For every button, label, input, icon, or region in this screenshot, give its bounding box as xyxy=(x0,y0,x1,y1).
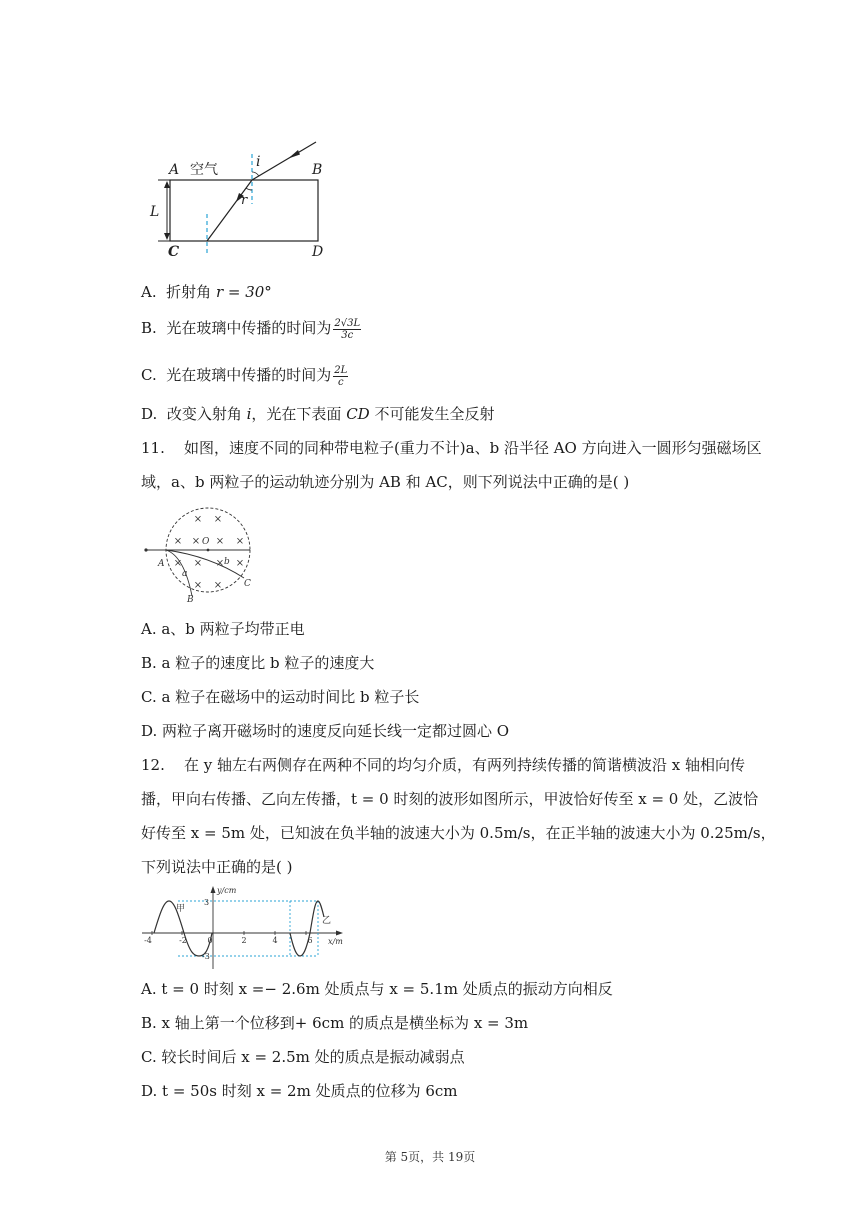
y-axis-label: y/cm xyxy=(217,886,237,895)
label-B: B xyxy=(312,162,323,178)
tick-4: 4 xyxy=(272,936,278,945)
refraction-diagram xyxy=(140,136,350,261)
svg-text:×: × xyxy=(213,514,223,525)
fraction: $\frac{2L}{c}$ xyxy=(334,364,348,388)
svg-text:×: × xyxy=(173,536,183,547)
wave-diagram xyxy=(140,883,346,971)
label-A: A xyxy=(158,559,165,569)
tick-0: 0 xyxy=(207,936,213,945)
label-C: C xyxy=(244,579,251,589)
magnetic-field-diagram xyxy=(140,504,260,604)
svg-text:×: × xyxy=(191,536,201,547)
label-L: L xyxy=(150,204,160,220)
q12-option-d[interactable]: D. t = 50s 时刻 x = 2m 处质点的位移为 6cm xyxy=(141,1082,458,1100)
q11-option-a[interactable]: A. a、b 两粒子均带正电 xyxy=(141,620,305,638)
q11-option-d[interactable]: D. 两粒子离开磁场时的速度反向延长线一定都过圆心 O xyxy=(141,722,510,740)
q11-stem-line2: 域，a、b 两粒子的运动轨迹分别为 AB 和 AC，则下列说法中正确的是( ) xyxy=(141,473,630,491)
svg-text:×: × xyxy=(173,558,183,569)
q12-option-c[interactable]: C. 较长时间后 x = 2.5m 处的质点是振动减弱点 xyxy=(141,1048,465,1066)
q12-option-b[interactable]: B. x 轴上第一个位移到+ 6cm 的质点是横坐标为 x = 3m xyxy=(141,1014,529,1032)
svg-text:×: × xyxy=(193,558,203,569)
x-axis-label: x/m xyxy=(328,937,343,946)
svg-text:×: × xyxy=(213,580,223,591)
label-air: 空气 xyxy=(190,162,218,178)
q12-stem-line4: 下列说法中正确的是( ) xyxy=(141,858,293,876)
label-C: C xyxy=(168,244,180,260)
label-D: D xyxy=(312,244,324,260)
q12-option-a[interactable]: A. t = 0 时刻 x =− 2.6m 处质点与 x = 5.1m 处质点的振动方向相反 xyxy=(141,980,613,998)
label-yi: 乙 xyxy=(322,916,332,926)
q10-option-c[interactable]: C. 光在玻璃中传播的时间为 $\frac{2L}{c}$ xyxy=(141,364,348,388)
svg-text:×: × xyxy=(235,558,245,569)
tick-neg2: -2 xyxy=(179,936,187,945)
svg-text:×: × xyxy=(193,514,203,525)
tick-y3: 3 xyxy=(204,898,210,907)
label-i: i xyxy=(256,154,261,170)
q12-stem-line3: 好传至 x = 5m 处，已知波在负半轴的波速大小为 0.5m/s，在正半轴的波速大小为 0.25m/s， xyxy=(141,824,776,842)
label-A: A xyxy=(169,162,180,178)
tick-6: 6 xyxy=(307,936,313,945)
q11-stem-line1: 11. 如图，速度不同的同种带电粒子(重力不计)a、b 沿半径 AO 方向进入一圆形匀强磁场区 xyxy=(141,439,762,457)
label-b: b xyxy=(224,557,230,567)
svg-text:×: × xyxy=(235,536,245,547)
q10-option-b[interactable]: B. 光在玻璃中传播的时间为 $\frac{2√3L}{3c}$ xyxy=(141,317,361,341)
label-O: O xyxy=(202,537,210,547)
q10-option-d[interactable]: D. 改变入射角 i，光在下表面 CD 不可能发生全反射 xyxy=(141,405,495,423)
q11-option-c[interactable]: C. a 粒子在磁场中的运动时间比 b 粒子长 xyxy=(141,688,420,706)
tick-yneg3: -3 xyxy=(202,952,210,961)
tick-neg4: -4 xyxy=(144,936,152,945)
q12-stem-line1: 12. 在 y 轴左右两侧存在两种不同的均匀介质，有两列持续传播的简谐横波沿 x 轴相向传 xyxy=(141,756,745,774)
q12-stem-line2: 播，甲向右传播、乙向左传播，t = 0 时刻的波形如图所示，甲波恰好传至 x = 0 处，乙波恰 xyxy=(141,790,759,808)
svg-text:×: × xyxy=(215,536,225,547)
label-r: r xyxy=(241,193,248,208)
svg-text:×: × xyxy=(193,580,203,591)
label-jia: 甲 xyxy=(176,904,186,914)
label-B: B xyxy=(187,595,194,604)
svg-text:×: × xyxy=(215,558,225,569)
q11-option-b[interactable]: B. a 粒子的速度比 b 粒子的速度大 xyxy=(141,654,375,672)
fraction: $\frac{2√3L}{3c}$ xyxy=(334,317,361,341)
label-a: a xyxy=(182,569,188,579)
q10-option-a[interactable]: A. 折射角 r = 30° xyxy=(141,283,272,301)
tick-2: 2 xyxy=(241,936,247,945)
page-footer: 第 5页，共 19页 xyxy=(384,1150,476,1164)
